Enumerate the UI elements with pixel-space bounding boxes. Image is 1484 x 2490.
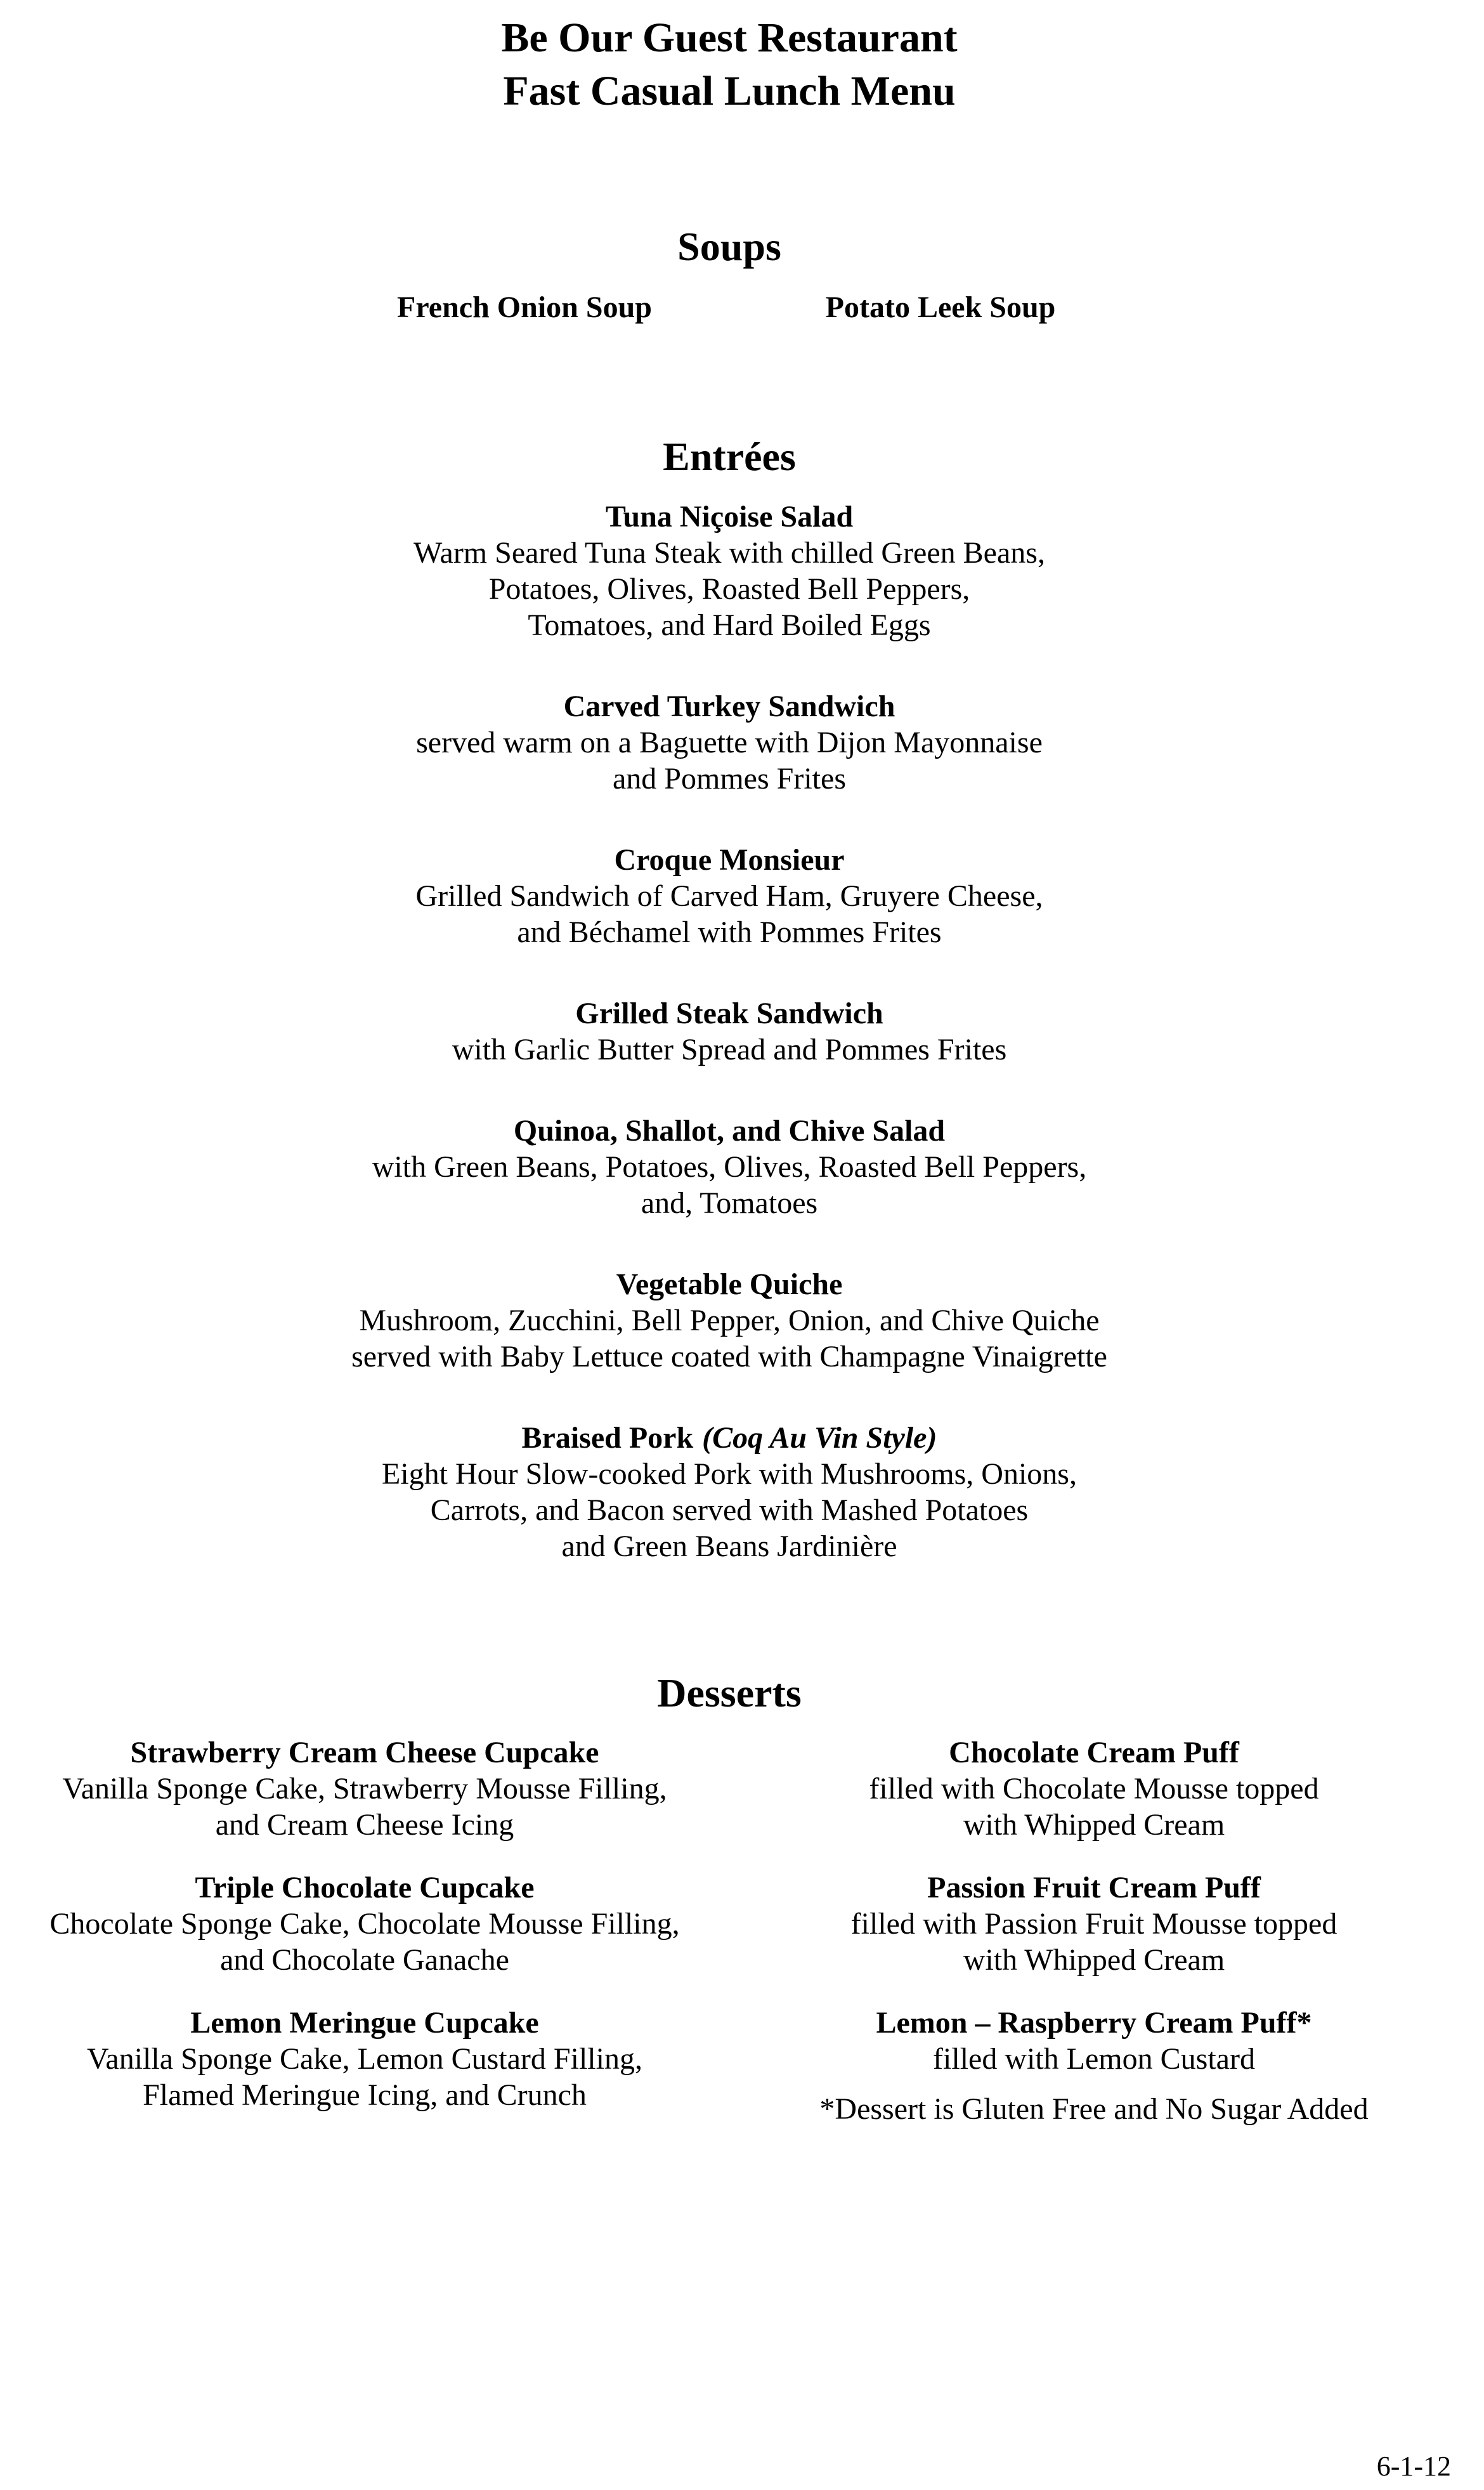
menu-item-desc-line: and, Tomatoes <box>641 1186 818 1220</box>
menu-item-braised-pork <box>0 1420 1459 1564</box>
title-line-2: Fast Casual Lunch Menu <box>503 68 956 114</box>
menu-item-lemon-raspberry-cream-puff <box>729 2005 1459 2077</box>
menu-date: 6-1-12 <box>1376 2451 1451 2482</box>
desserts-heading: Desserts <box>657 1670 802 1715</box>
menu-item-carved-turkey-sandwich <box>0 688 1459 797</box>
menu-item-name: Grilled Steak Sandwich <box>575 997 883 1030</box>
menu-item-desc-line: and Chocolate Ganache <box>220 1943 509 1977</box>
menu-item-grilled-steak-sandwich <box>0 995 1459 1068</box>
menu-item-name: Chocolate Cream Puff <box>949 1736 1239 1769</box>
menu-item-desc-line: Carrots, and Bacon served with Mashed Potatoes <box>430 1493 1029 1527</box>
menu-item-desc-line: Flamed Meringue Icing, and Crunch <box>143 2078 587 2112</box>
menu-item-lemon-meringue-cupcake <box>0 2005 729 2113</box>
menu-item-desc-line: Potatoes, Olives, Roasted Bell Peppers, <box>488 572 970 606</box>
menu-item-desc-line: filled with Chocolate Mousse topped <box>869 1772 1319 1805</box>
menu-item-desc-line: served with Baby Lettuce coated with Champagne Vinaigrette <box>351 1340 1107 1373</box>
menu-item-vegetable-quiche <box>0 1266 1459 1375</box>
menu-item-name: Tuna Niçoise Salad <box>605 500 854 534</box>
menu-item-desc-line: with Green Beans, Potatoes, Olives, Roasted Bell Peppers, <box>372 1150 1087 1184</box>
menu-item-desc-line: Mushroom, Zucchini, Bell Pepper, Onion, and Chive Quiche <box>359 1304 1100 1337</box>
entrees-heading: Entrées <box>663 434 796 479</box>
menu-item-desc-line: filled with Passion Fruit Mousse topped <box>850 1907 1338 1941</box>
menu-item-desc-line: and Pommes Frites <box>613 762 846 796</box>
menu-item-name <box>0 1420 1459 1456</box>
menu-item-name: Triple Chocolate Cupcake <box>195 1871 535 1904</box>
menu-item-desc-line: Chocolate Sponge Cake, Chocolate Mousse Filling, <box>49 1907 680 1941</box>
menu-item-chocolate-cream-puff <box>729 1734 1459 1843</box>
menu-item-desc-line: Warm Seared Tuna Steak with chilled Green Beans, <box>413 536 1045 570</box>
menu-item-croque-monsieur <box>0 842 1459 950</box>
menu-item-name: Quinoa, Shallot, and Chive Salad <box>513 1114 946 1148</box>
menu-item-strawberry-cream-cheese-cupcake <box>0 1734 729 1843</box>
menu-item-name-text: Braised Pork <box>521 1421 694 1455</box>
menu-item-tuna-nicoise-salad <box>0 499 1459 643</box>
entrees-list <box>0 499 1459 1564</box>
gluten-free-footnote: *Dessert is Gluten Free and No Sugar Added <box>819 2092 1369 2126</box>
desserts-left-column <box>0 1734 729 2113</box>
menu-item-desc-line: Tomatoes, and Hard Boiled Eggs <box>528 608 931 642</box>
title-line-1: Be Our Guest Restaurant <box>501 15 958 61</box>
menu-item-desc-line: and Cream Cheese Icing <box>215 1808 514 1842</box>
menu-item-quinoa-shallot-chive-salad <box>0 1113 1459 1221</box>
menu-item-name: Vegetable Quiche <box>616 1268 843 1301</box>
menu-item-name: Croque Monsieur <box>614 843 845 877</box>
soups-heading: Soups <box>677 224 781 269</box>
menu-item-desc-line: Grilled Sandwich of Carved Ham, Gruyere Cheese, <box>415 879 1043 913</box>
menu-item-desc-line: filled with Lemon Custard <box>933 2042 1255 2076</box>
menu-item-desc-line: and Green Beans Jardinière <box>561 1530 897 1563</box>
soup-item-french-onion: French Onion Soup <box>397 291 652 324</box>
desserts-right-column <box>729 1734 1459 2127</box>
menu-item-desc-line: Eight Hour Slow-cooked Pork with Mushrooms, Onions, <box>382 1457 1077 1491</box>
menu-item-desc-line: with Whipped Cream <box>963 1943 1225 1977</box>
menu-item-name: Carved Turkey Sandwich <box>563 690 895 723</box>
menu-item-triple-chocolate-cupcake <box>0 1870 729 1978</box>
soup-item-potato-leek: Potato Leek Soup <box>825 291 1056 324</box>
menu-item-desc-line: Vanilla Sponge Cake, Lemon Custard Filling, <box>87 2042 642 2076</box>
page-title <box>0 11 1459 118</box>
menu-item-name: Strawberry Cream Cheese Cupcake <box>130 1736 599 1769</box>
menu-item-name: Passion Fruit Cream Puff <box>927 1871 1261 1904</box>
soups-items-row <box>0 289 1484 327</box>
menu-item-desc-line: and Béchamel with Pommes Frites <box>517 915 942 949</box>
menu-item-name-style-note: (Coq Au Vin Style) <box>702 1421 937 1455</box>
menu-item-name: Lemon Meringue Cupcake <box>190 2006 539 2040</box>
menu-item-passion-fruit-cream-puff <box>729 1870 1459 1978</box>
menu-item-desc-line: with Garlic Butter Spread and Pommes Frites <box>452 1033 1007 1066</box>
menu-item-desc-line: with Whipped Cream <box>963 1808 1225 1842</box>
menu-item-desc-line: Vanilla Sponge Cake, Strawberry Mousse Filling, <box>62 1772 667 1805</box>
menu-item-desc-line: served warm on a Baguette with Dijon Mayonnaise <box>416 726 1043 759</box>
menu-item-name: Lemon – Raspberry Cream Puff* <box>876 2006 1312 2040</box>
